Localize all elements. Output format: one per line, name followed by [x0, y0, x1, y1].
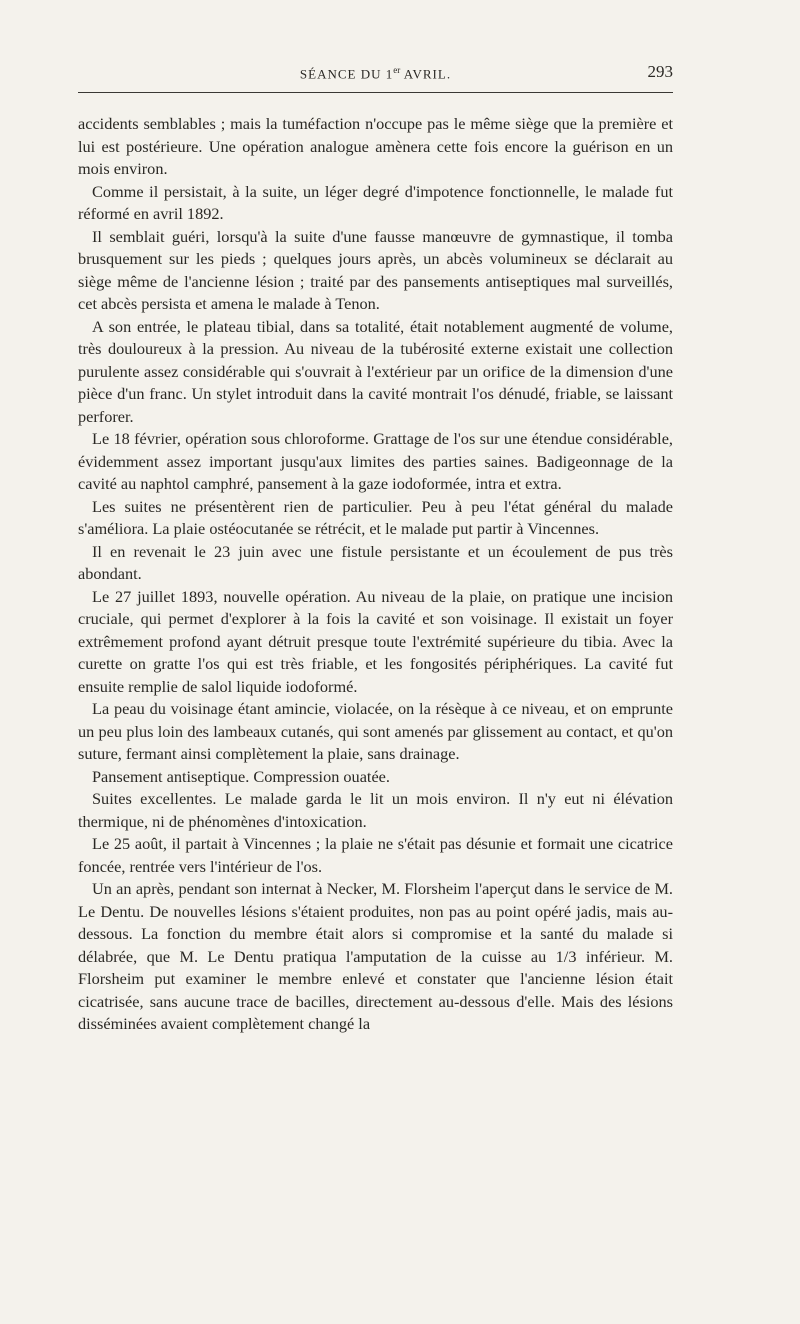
paragraph-6: Les suites ne présentèrent rien de particulier. Peu à peu l'état général du malade s'améliora. La plaie ostéocutanée se rétrécit, et le malade put partir à Vincennes. [78, 496, 673, 538]
paragraph-13: Un an après, pendant son internat à Necker, M. Florsheim l'aperçut dans le service de M. Le Dentu. De nouvelles lésions s'étaient produites, non pas au point opéré jadis, mais au-dessous. La fonction du membre était alors si compromise et la santé du malade si délabrée, que M. Le Dentu pratiqua l'amputation de la cuisse au 1/3 inférieur. M. Florsheim put examiner le membre enlevé et constater que l'ancienne lésion était cicatrisée, sans aucune trace de bacilles, directement au-dessous d'elle. Mais des lésions disséminées avaient complètement changé la [78, 879, 673, 1033]
running-title [78, 65, 673, 82]
paragraph-7: Il en revenait le 23 juin avec une fistule persistante et un écoulement de pus très abondant. [78, 541, 673, 583]
paragraph-3: Il semblait guéri, lorsqu'à la suite d'une fausse manœuvre de gymnastique, il tomba brusquement sur les pieds ; quelques jours après, un abcès volumineux se déclarait au siège même de l'ancienne lésion ; traité par des pansements antiseptiques mal surveillés, cet abcès persista et amena le malade à Tenon. [78, 226, 673, 313]
body-text [78, 113, 673, 1036]
paragraph-5: Le 18 février, opération sous chloroforme. Grattage de l'os sur une étendue considérable, évidemment assez important jusqu'aux limites des parties saines. Badigeonnage de la cavité au naphtol camphré, pansement à la gaze iodoformée, intra et extra. [78, 429, 673, 493]
running-title-prefix: SÉANCE DU 1 [299, 66, 394, 82]
paragraph-12: Le 25 août, il partait à Vincennes ; la plaie ne s'était pas désunie et formait une cicatrice foncée, rentrée vers l'intérieur de l'os. [78, 834, 673, 876]
running-header [78, 62, 673, 84]
paragraph-10: Pansement antiseptique. Compression ouatée. [92, 766, 390, 786]
paragraph-8: Le 27 juillet 1893, nouvelle opération. Au niveau de la plaie, on pratique une incision cruciale, qui permet d'explorer à la fois la cavité et son voisinage. Il existait un foyer extrêmement profond ayant détruit presque toute l'extrémité supérieure du tibia. Avec la curette on gratte l'os qui est très friable, et les fongosités périphériques. La cavité fut ensuite remplie de salol liquide iodoformé. [78, 586, 673, 696]
paragraph-1: accidents semblables ; mais la tuméfaction n'occupe pas le même siège que la première et lui est postérieure. Une opération analogue amènera cette fois encore la guérison en un mois environ. [78, 114, 673, 178]
paragraph-11: Suites excellentes. Le malade garda le lit un mois environ. Il n'y eut ni élévation thermique, ni de phénomènes d'intoxication. [78, 789, 673, 831]
book-page [78, 62, 673, 1036]
paragraph-2: Comme il persistait, à la suite, un léger degré d'impotence fonctionnelle, le malade fut réformé en avril 1892. [78, 181, 673, 223]
header-rule [78, 92, 673, 93]
paragraph-4: A son entrée, le plateau tibial, dans sa totalité, était notablement augmenté de volume, très douloureux à la pression. Au niveau de la tubérosité externe existait une collection purulente assez considérable qui s'ouvrait à l'extérieur par un orifice de la dimension d'une pièce d'un franc. Un stylet introduit dans la cavité montrait l'os dénudé, friable, se laissant perforer. [78, 316, 673, 426]
running-title-suffix: AVRIL. [400, 66, 452, 82]
page-number: 293 [647, 62, 673, 81]
paragraph-9: La peau du voisinage étant amincie, violacée, on la résèque à ce niveau, et on emprunte un peu plus loin des lambeaux cutanés, qui sont amenés par glissement au contact, et qu'on suture, fermant ainsi complètement la plaie, sans drainage. [78, 699, 673, 763]
running-title-superscript: er [393, 65, 401, 75]
